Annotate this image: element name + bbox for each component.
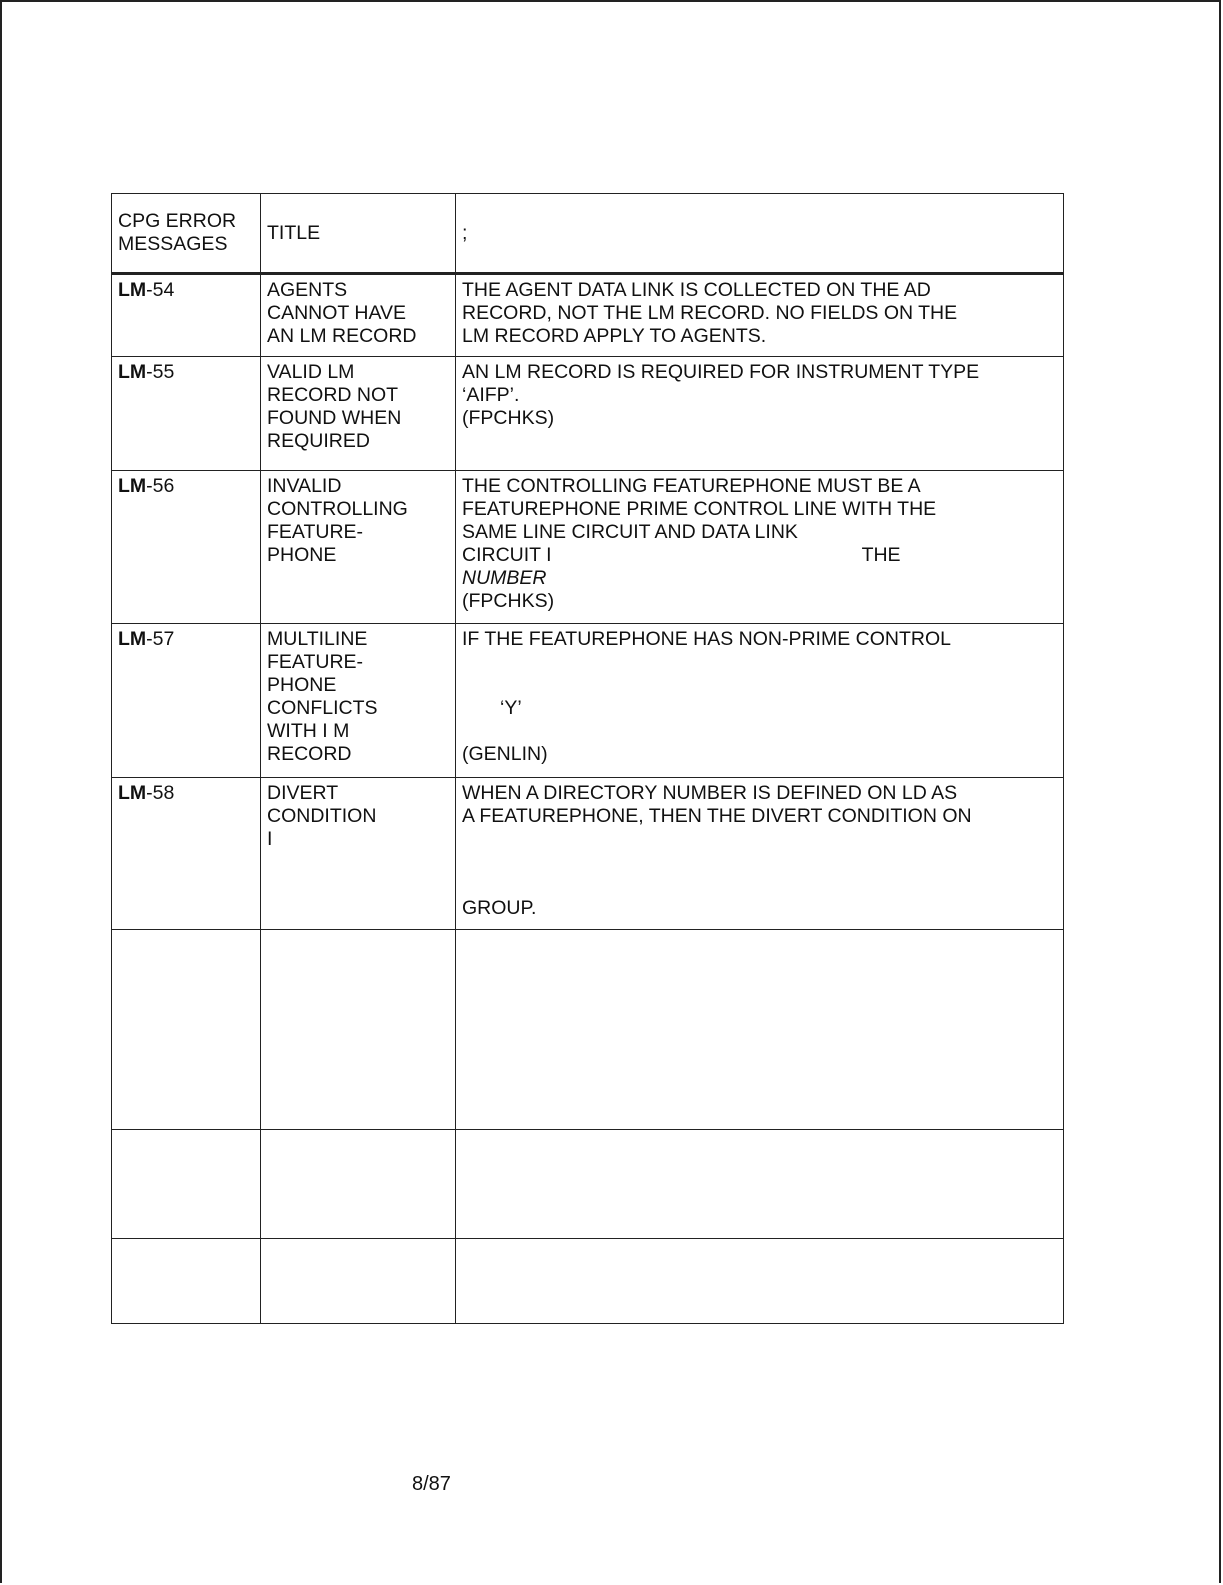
title-line: REQUIRED [267,430,370,452]
empty-cell [456,1239,1064,1324]
title-line: INVALID [267,475,342,497]
header-error-code [112,194,261,274]
empty-cell [261,1239,456,1324]
title-line: CONDITION [267,805,377,827]
error-title-cell [261,357,456,471]
error-code-prefix: LM [118,361,147,383]
error-description-cell [456,471,1064,624]
description-line: THE CONTROLLING FEATUREPHONE MUST BE A [462,475,921,497]
title-line: FEATURE- [267,521,364,543]
error-code-number: -55 [146,361,175,383]
description-fragment: THE [861,544,901,566]
error-code-prefix: LM [118,628,147,650]
empty-cell [456,1130,1064,1239]
empty-cell [261,1130,456,1239]
title-line: CANNOT HAVE [267,302,407,324]
description-line [462,720,1057,743]
description-line: FEATUREPHONE PRIME CONTROL LINE WITH THE [462,498,937,520]
description-line: SAME LINE CIRCUIT AND DATA LINK [462,521,798,543]
error-messages-table [111,193,1064,1324]
description-line [462,851,1057,874]
description-line: (FPCHKS) [462,590,555,612]
title-line: MULTILINE [267,628,368,650]
error-code-cell [112,778,261,930]
title-line: DIVERT [267,782,339,804]
empty-cell [112,1239,261,1324]
table-row [112,471,1064,624]
description-line: GROUP. [462,897,537,919]
error-code-prefix: LM [118,279,147,301]
description-line: (GENLIN) [462,743,548,765]
page-number: 8/87 [412,1473,451,1495]
description-line: LM RECORD APPLY TO AGENTS. [462,325,767,347]
description-line [462,828,1057,851]
empty-table-row [112,1130,1064,1239]
empty-cell [112,930,261,1130]
empty-cell [456,930,1064,1130]
title-line: PHONE [267,544,337,566]
error-code-number: -56 [146,475,175,497]
title-line: VALID LM [267,361,355,383]
title-line: I [267,828,273,850]
title-line: WITH I M [267,720,350,742]
description-line: IF THE FEATUREPHONE HAS NON-PRIME CONTROL [462,628,951,650]
description-line: ‘AIFP’. [462,384,520,406]
title-line: CONTROLLING [267,498,408,520]
error-title-cell [261,778,456,930]
description-line [462,544,1057,567]
description-line [462,674,1057,697]
error-code-number: -54 [146,279,175,301]
description-line: (FPCHKS) [462,407,555,429]
title-line: AN LM RECORD [267,325,417,347]
description-fragment: CIRCUIT I [462,544,552,566]
title-line: FOUND WHEN [267,407,402,429]
title-line: FEATURE- [267,651,364,673]
error-description-cell [456,624,1064,778]
description-line: A FEATUREPHONE, THEN THE DIVERT CONDITION ON [462,805,972,827]
empty-cell [112,1130,261,1239]
error-description-cell [456,357,1064,471]
error-title-cell [261,624,456,778]
empty-table-row [112,1239,1064,1324]
error-code-cell [112,624,261,778]
table-row [112,274,1064,357]
description-line: AN LM RECORD IS REQUIRED FOR INSTRUMENT TYPE [462,361,980,383]
error-code-number: -57 [146,628,175,650]
table-header-row [112,194,1064,274]
title-line: CONFLICTS [267,697,378,719]
header-title: TITLE [261,194,456,274]
header-code-line2: MESSAGES [118,233,228,255]
error-code-cell [112,357,261,471]
header-code-line1: CPG ERROR [118,210,237,232]
error-title-cell [261,471,456,624]
header-description: ; [456,194,1064,274]
empty-cell [261,930,456,1130]
table-row [112,624,1064,778]
title-line: RECORD NOT [267,384,399,406]
table-row [112,357,1064,471]
description-line: ‘Y’ [500,697,522,719]
description-line [462,874,1057,897]
description-line: RECORD, NOT THE LM RECORD. NO FIELDS ON THE [462,302,958,324]
table-row [112,778,1064,930]
error-code-cell [112,274,261,357]
error-code-number: -58 [146,782,175,804]
title-line: AGENTS [267,279,348,301]
error-description-cell [456,778,1064,930]
error-code-prefix: LM [118,475,147,497]
description-line: THE AGENT DATA LINK IS COLLECTED ON THE AD [462,279,931,301]
error-title-cell [261,274,456,357]
title-line: PHONE [267,674,337,696]
error-description-cell [456,274,1064,357]
error-code-cell [112,471,261,624]
error-code-prefix: LM [118,782,147,804]
description-line [462,651,1057,674]
description-line: NUMBER [462,567,547,589]
title-line: RECORD [267,743,352,765]
empty-table-row [112,930,1064,1130]
description-line: WHEN A DIRECTORY NUMBER IS DEFINED ON LD AS [462,782,958,804]
